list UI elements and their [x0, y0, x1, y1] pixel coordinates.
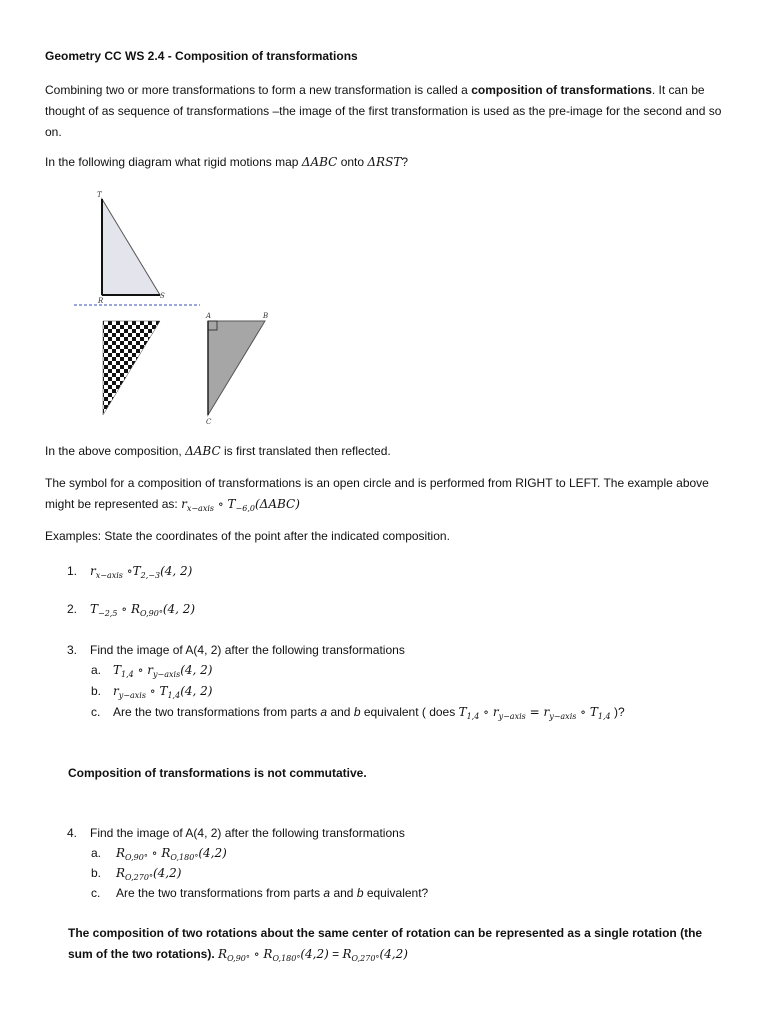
rotation-sum-text: The composition of two rotations about the same center of rotation can be represented as a single rotation (the sum of the two rotations).: [68, 926, 703, 961]
q3c-end: )?: [610, 705, 625, 719]
q1-t: T: [132, 564, 141, 578]
q3a-arg: (4, 2): [180, 663, 213, 677]
question-number: 2.: [67, 602, 78, 616]
q3c-r2-sub: y−axis: [549, 712, 577, 721]
fn-r3-sub: O,270°: [351, 954, 380, 963]
label-c: C: [206, 418, 212, 426]
triangle-rst-label: ΔRST: [367, 155, 402, 169]
q3b-t: T: [159, 684, 168, 698]
part-label: c.: [91, 705, 101, 719]
intro-paragraph: [45, 80, 735, 143]
q3c-eq: =: [525, 705, 544, 719]
q3c-r1: r: [492, 705, 499, 719]
question-number: 1.: [67, 564, 78, 578]
q4c-and: and: [330, 886, 357, 900]
q3-text: Find the image of A(4, 2) after the following transformations: [90, 643, 405, 657]
fn-r1-sub: O,90°: [227, 954, 250, 963]
label-r: R: [98, 297, 104, 305]
notation-t: T: [227, 497, 236, 511]
triangle-rst: [102, 199, 160, 295]
q3c-and: and: [327, 705, 354, 719]
q1-arg: (4, 2): [160, 564, 193, 578]
triangle-abc-label: ΔABC: [185, 444, 221, 458]
triangle-abc: [208, 321, 265, 415]
label-s: S: [160, 292, 165, 300]
diagram-question: [45, 152, 735, 173]
q3b-arg: (4, 2): [180, 684, 213, 698]
label-t: T: [97, 191, 102, 199]
q3b-op: ∘: [145, 684, 160, 698]
transformation-diagram: [60, 185, 280, 430]
q4c-part-b: b: [356, 886, 364, 900]
q3c-t2: T: [589, 705, 598, 719]
q3c-part-a: a: [320, 705, 328, 719]
q3c-part-b: b: [353, 705, 361, 719]
part-label: a.: [91, 846, 102, 860]
q4a-r1-sub: O,90°: [125, 853, 148, 862]
q3c-op2: ∘: [576, 705, 590, 719]
q3c-text: Are the two transformations from parts: [113, 705, 321, 719]
examples-heading: Examples: State the coordinates of the point after the indicated composition.: [45, 529, 450, 543]
q4a-r2-sub: O,180°: [170, 853, 199, 862]
composition-note: [45, 441, 735, 462]
q3c-t2-sub: 1,4: [597, 712, 611, 721]
q3c-r2: r: [543, 705, 550, 719]
question-number: 4.: [67, 826, 78, 840]
q3c-r1-sub: y−axis: [498, 712, 526, 721]
fn-r2-sub: O,180°: [272, 954, 301, 963]
fn-eq: =: [328, 947, 343, 961]
q3a-r-sub: y−axis: [153, 670, 181, 679]
q3c-op1: ∘: [479, 705, 493, 719]
symbol-note: [45, 473, 735, 519]
q2-r: R: [130, 602, 141, 616]
question-text: In the following diagram what rigid motions map: [45, 155, 302, 169]
intro-text-end: . It can be thought of as sequence of transformations –the image of the first transformation is used as the pre-image for the second and so on.: [45, 83, 722, 139]
notation-r: r: [181, 497, 187, 511]
q3b-t-sub: 1,4: [167, 691, 181, 700]
intro-bold-term: composition of transformations: [471, 83, 652, 97]
note-text: In the above composition,: [45, 444, 186, 458]
q2-arg: (4, 2): [162, 602, 196, 616]
q3b-r: r: [113, 684, 119, 698]
fn-arg1: (4,2): [300, 947, 329, 961]
notation-r-sub: x−axis: [186, 504, 214, 513]
q3a-op: ∘: [133, 663, 148, 677]
q3b-r-sub: y−axis: [118, 691, 146, 700]
triangle-reflected: [103, 321, 160, 415]
q2-t: T: [90, 602, 99, 616]
compose-op: ∘: [214, 497, 228, 511]
q1-op: ∘: [122, 564, 133, 578]
part-label: a.: [91, 663, 102, 677]
fn-arg2: (4,2): [379, 947, 408, 961]
worksheet-title: Geometry CC WS 2.4 - Composition of transformations: [45, 49, 358, 63]
label-b: B: [263, 312, 269, 320]
notation-t-sub: −6,0: [235, 504, 255, 513]
q4a-op: ∘: [147, 846, 162, 860]
q3c-t1: T: [458, 705, 467, 719]
fn-op: ∘: [249, 947, 264, 961]
not-commutative-note: Composition of transformations is not commutative.: [68, 766, 367, 780]
triangle-abc-label: ΔABC: [301, 155, 338, 169]
question-text-mid: onto: [337, 155, 368, 169]
q1-t-sub: 2,−3: [140, 571, 161, 580]
q3c-mid: equivalent ( does: [360, 705, 459, 719]
q3c-t1-sub: 1,4: [466, 712, 480, 721]
fn-r3: R: [342, 947, 352, 961]
q3a-t-sub: 1,4: [121, 670, 134, 679]
q4a-r1: R: [116, 846, 126, 860]
q4-text: Find the image of A(4, 2) after the following transformations: [90, 826, 405, 840]
part-label: b.: [91, 866, 102, 880]
q4b-r: R: [116, 866, 126, 880]
q4a-r2: R: [161, 846, 171, 860]
question-mark: ?: [401, 155, 409, 169]
intro-text: Combining two or more transformations to form a new transformation is called a: [45, 83, 472, 97]
part-label: c.: [91, 886, 101, 900]
label-a: A: [206, 312, 212, 320]
symbol-note-text: The symbol for a composition of transformations is an open circle and is performed from RIGHT to LEFT. The example above might be represented as:: [45, 476, 709, 511]
q2-r-sub: O,90°: [140, 609, 163, 618]
question-number: 3.: [67, 643, 78, 657]
q2-op: ∘: [117, 602, 131, 616]
q1-r: r: [90, 564, 96, 578]
fn-r2: R: [263, 947, 273, 961]
q4c-text: Are the two transformations from parts: [116, 886, 324, 900]
q4b-r-sub: O,270°: [125, 873, 153, 882]
q3a-r: r: [147, 663, 154, 677]
notation-arg: (ΔABC): [254, 497, 300, 511]
fn-r1: R: [218, 947, 228, 961]
q4a-arg: (4,2): [198, 846, 227, 860]
rotation-sum-note: [68, 923, 728, 969]
note-text-end: is first translated then reflected.: [220, 444, 391, 458]
part-label: b.: [91, 684, 102, 698]
q4b-arg: (4,2): [152, 866, 182, 880]
q4c-end: equivalent?: [363, 886, 429, 900]
q4c-part-a: a: [323, 886, 331, 900]
q1-r-sub: x−axis: [95, 571, 123, 580]
q3a-t: T: [113, 663, 122, 677]
q2-t-sub: −2,5: [98, 609, 118, 618]
